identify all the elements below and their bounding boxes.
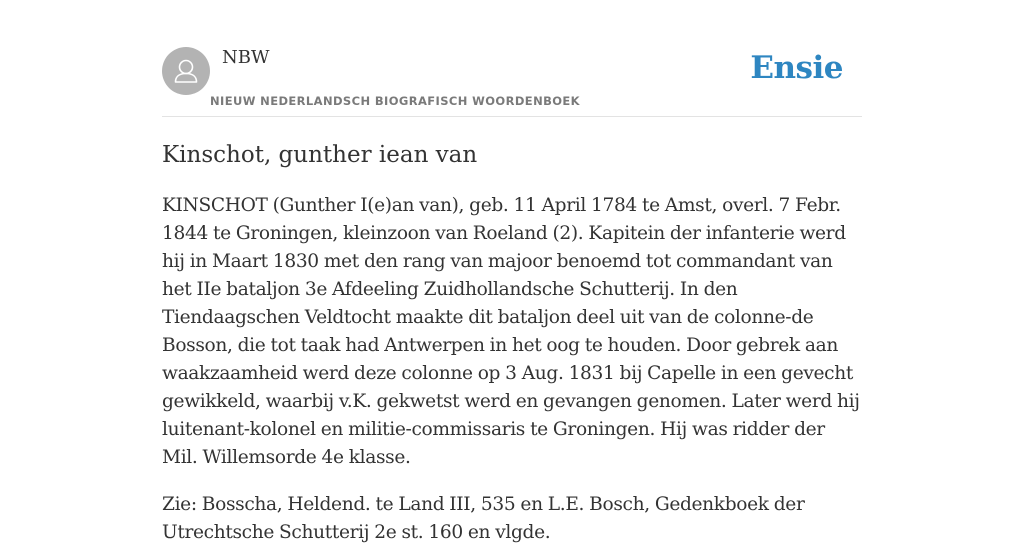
entry-article [162,192,862,547]
site-header [162,0,862,117]
source-full-name[interactable]: NIEUW NEDERLANDSCH BIOGRAFISCH WOORDENBOEK [210,94,580,108]
entry-reference: Zie: Bosscha, Heldend. te Land III, 535 en L.E. Bosch, Gedenkboek der Utrechtsche Schutterij 2e st. 160 en vlgde. [162,494,805,543]
entry-body: KINSCHOT (Gunther I(e)an van), geb. 11 April 1784 te Amst, overl. 7 Febr. 1844 te Groningen, kleinzoon van Roeland (2). Kapitein der infanterie werd hij in Maart 1830 met den rang van majoor benoemd tot commandant van het IIe bataljon 3e Afdeeling Zuidhollandsche Schutterij. In den Tiendaagschen Veldtocht maakte dit bataljon deel uit van de colonne-de Bosson, die tot taak had Antwerpen in het oog te houden. Door gebrek aan waakzaamheid werd deze colonne op 3 Aug. 1831 bij Capelle in een gevecht gewikkeld, waarbij v.K. gekwetst werd en gevangen genomen. Later werd hij luitenant-kolonel en militie-commissaris te Groningen. Hij was ridder der Mil. Willemsorde 4e klasse. [162,195,860,468]
user-icon [162,47,210,95]
brand-logo[interactable]: Ensie [750,50,843,86]
entry-title: Kinschot, gunther iean van [162,142,478,168]
source-avatar[interactable] [162,47,210,95]
source-short-name[interactable]: NBW [222,47,270,68]
